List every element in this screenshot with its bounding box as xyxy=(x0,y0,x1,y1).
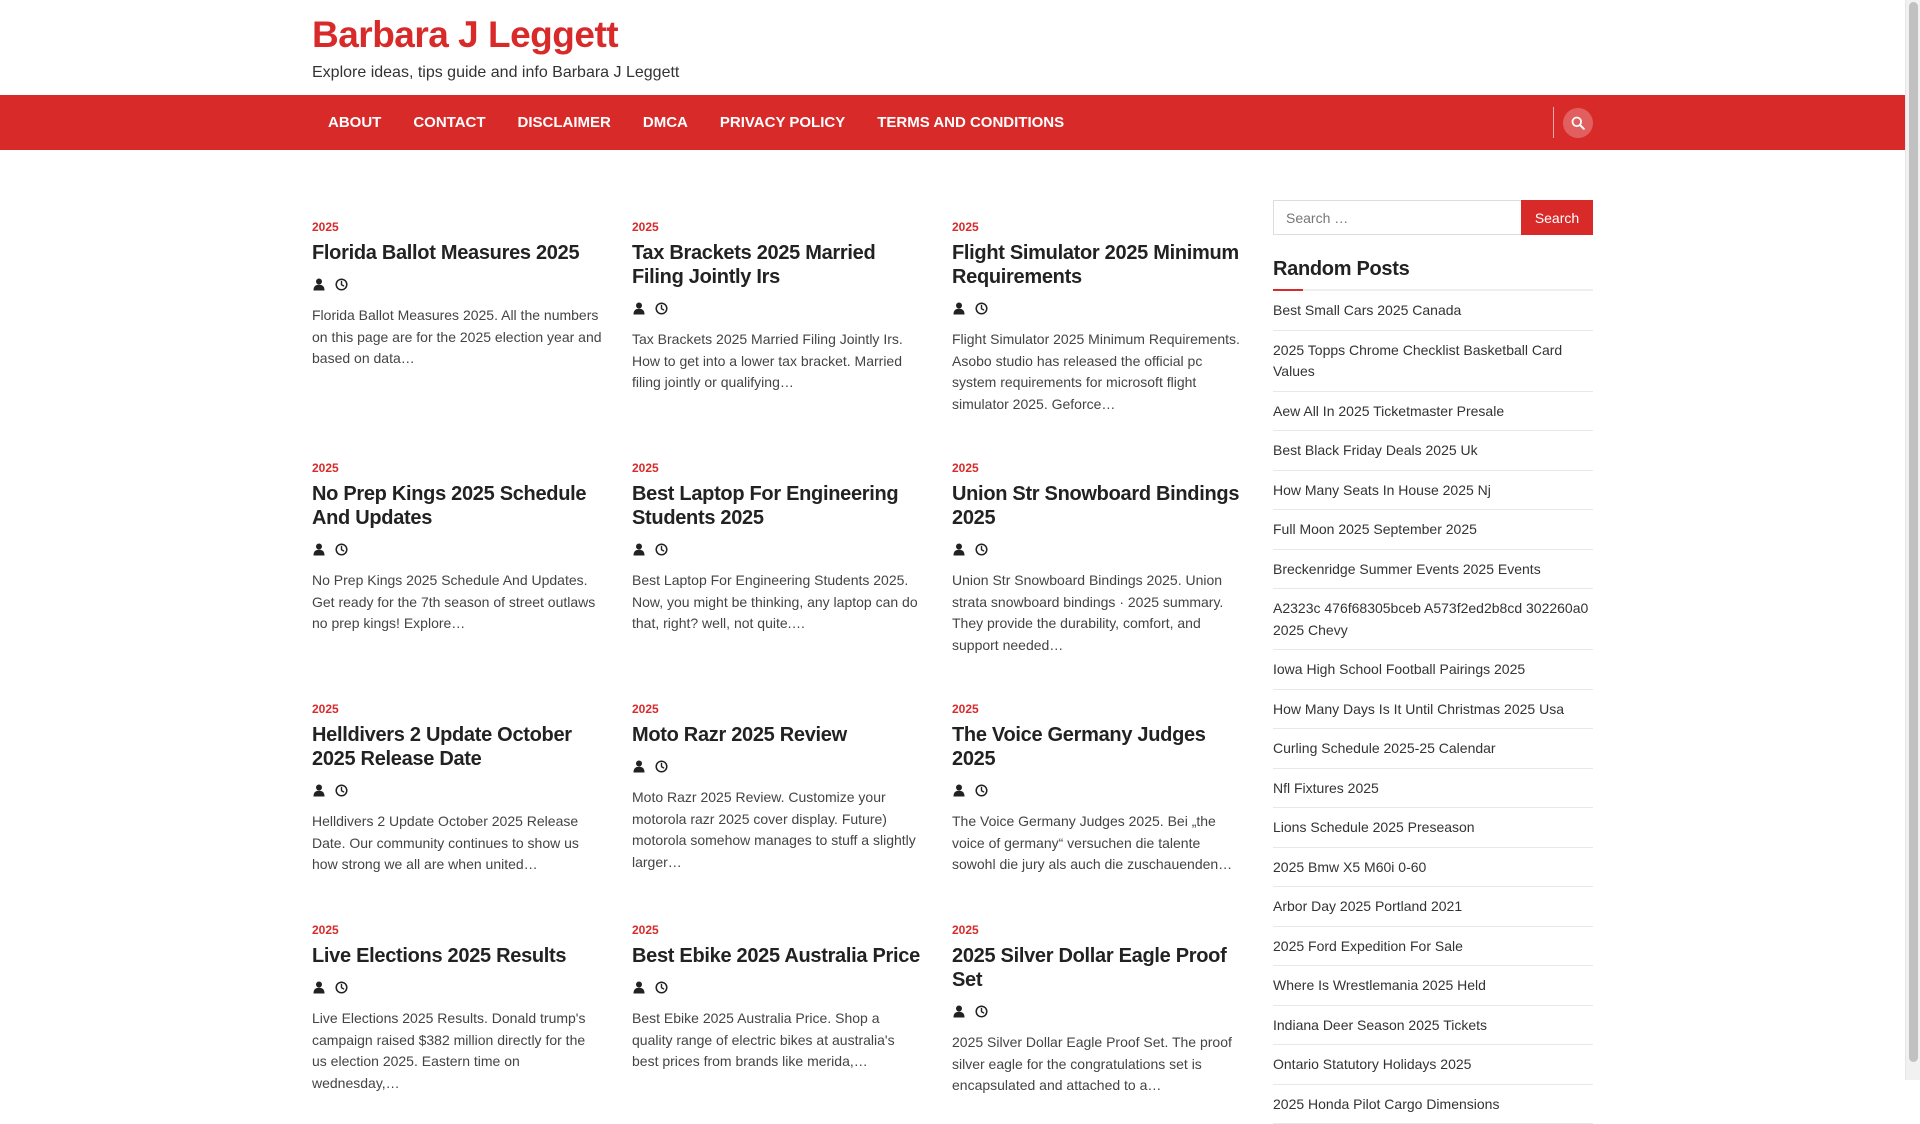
post-title-link[interactable]: Best Laptop For Engineering Students 2025 xyxy=(632,482,922,530)
author-icon[interactable] xyxy=(952,542,966,556)
sidebar xyxy=(1273,200,1593,1124)
nav-item-disclaimer[interactable]: DISCLAIMER xyxy=(502,95,627,150)
post-category-link[interactable]: 2025 xyxy=(312,461,602,475)
random-post-link[interactable]: Breckenridge Summer Events 2025 Events xyxy=(1273,550,1593,590)
author-icon[interactable] xyxy=(312,783,326,797)
vertical-scrollbar[interactable] xyxy=(1905,0,1920,1080)
nav-divider xyxy=(1553,107,1554,138)
widget-title-underline xyxy=(1273,289,1593,291)
post-meta xyxy=(952,1003,1242,1019)
sidebar-search-input[interactable] xyxy=(1273,200,1521,235)
random-post-link[interactable]: 2025 Bmw X5 M60i 0-60 xyxy=(1273,848,1593,888)
random-post-link[interactable]: Lions Schedule 2025 Preseason xyxy=(1273,808,1593,848)
author-icon[interactable] xyxy=(632,759,646,773)
post-excerpt: Tax Brackets 2025 Married Filing Jointly Irs. How to get into a lower tax bracket. Married filing jointly or qualifying… xyxy=(632,329,922,394)
site-header xyxy=(312,12,679,82)
random-post-link[interactable]: How Many Seats In House 2025 Nj xyxy=(1273,471,1593,511)
sidebar-search-button[interactable]: Search xyxy=(1521,200,1593,235)
random-post-link[interactable]: Ontario Statutory Holidays 2025 xyxy=(1273,1045,1593,1085)
post-excerpt: The Voice Germany Judges 2025. Bei „the voice of germany“ versuchen die talente sowohl die jury als auch die zuschauenden… xyxy=(952,811,1242,876)
sidebar-search-form xyxy=(1273,200,1593,235)
post-excerpt: Best Ebike 2025 Australia Price. Shop a quality range of electric bikes at australia's best prices from brands like merida,… xyxy=(632,1008,922,1073)
site-title[interactable]: Barbara J Leggett xyxy=(312,12,679,58)
post-card xyxy=(632,461,922,635)
post-meta xyxy=(312,276,602,292)
random-post-link[interactable]: Full Moon 2025 September 2025 xyxy=(1273,510,1593,550)
site-description: Explore ideas, tips guide and info Barbara J Leggett xyxy=(312,64,679,82)
post-meta xyxy=(312,979,602,995)
clock-icon[interactable] xyxy=(334,542,348,556)
author-icon[interactable] xyxy=(952,301,966,315)
author-icon[interactable] xyxy=(312,542,326,556)
post-excerpt: Moto Razr 2025 Review. Customize your motorola razr 2025 cover display. Future) motorola somehow manages to stuff a slightly larger… xyxy=(632,787,922,873)
post-card xyxy=(632,220,922,394)
post-excerpt: Flight Simulator 2025 Minimum Requirements. Asobo studio has released the official pc system requirements for microsoft flight simulator 2025. Geforce… xyxy=(952,329,1242,415)
post-category-link[interactable]: 2025 xyxy=(312,220,602,234)
clock-icon[interactable] xyxy=(974,542,988,556)
nav-item-about[interactable]: ABOUT xyxy=(312,95,397,150)
clock-icon[interactable] xyxy=(654,301,668,315)
post-title-link[interactable]: Flight Simulator 2025 Minimum Requirements xyxy=(952,241,1242,289)
nav-item-dmca[interactable]: DMCA xyxy=(627,95,704,150)
nav-item-terms-and-conditions[interactable]: TERMS AND CONDITIONS xyxy=(861,95,1080,150)
post-title-link[interactable]: Helldivers 2 Update October 2025 Release Date xyxy=(312,723,602,771)
main-navigation xyxy=(0,95,1905,150)
post-card xyxy=(312,461,602,635)
post-category-link[interactable]: 2025 xyxy=(632,923,922,937)
post-category-link[interactable]: 2025 xyxy=(632,220,922,234)
random-post-link[interactable]: A2323c 476f68305bceb A573f2ed2b8cd 302260a0 2025 Chevy xyxy=(1273,589,1593,650)
author-icon[interactable] xyxy=(312,980,326,994)
nav-search-button[interactable] xyxy=(1563,108,1593,138)
post-category-link[interactable]: 2025 xyxy=(632,702,922,716)
post-category-link[interactable]: 2025 xyxy=(312,923,602,937)
post-title-link[interactable]: Best Ebike 2025 Australia Price xyxy=(632,944,922,968)
random-post-link[interactable]: Aew All In 2025 Ticketmaster Presale xyxy=(1273,392,1593,432)
post-title-link[interactable]: No Prep Kings 2025 Schedule And Updates xyxy=(312,482,602,530)
post-card xyxy=(952,702,1242,876)
post-excerpt: No Prep Kings 2025 Schedule And Updates. Get ready for the 7th season of street outlaws no prep kings! Explore… xyxy=(312,570,602,635)
post-meta xyxy=(952,782,1242,798)
random-post-link[interactable]: 2025 Topps Chrome Checklist Basketball Card Values xyxy=(1273,331,1593,392)
scrollbar-thumb[interactable] xyxy=(1909,2,1918,1062)
post-category-link[interactable]: 2025 xyxy=(312,702,602,716)
random-post-link[interactable]: 2025 Honda Pilot Cargo Dimensions xyxy=(1273,1085,1593,1124)
post-meta xyxy=(632,758,922,774)
post-card xyxy=(952,461,1242,656)
post-title-link[interactable]: Tax Brackets 2025 Married Filing Jointly Irs xyxy=(632,241,922,289)
clock-icon[interactable] xyxy=(654,980,668,994)
clock-icon[interactable] xyxy=(334,277,348,291)
random-post-link[interactable]: Where Is Wrestlemania 2025 Held xyxy=(1273,966,1593,1006)
post-meta xyxy=(312,541,602,557)
post-category-link[interactable]: 2025 xyxy=(952,220,1242,234)
author-icon[interactable] xyxy=(952,1004,966,1018)
post-category-link[interactable]: 2025 xyxy=(952,702,1242,716)
post-category-link[interactable]: 2025 xyxy=(632,461,922,475)
nav-menu xyxy=(312,95,1080,150)
post-meta xyxy=(952,541,1242,557)
post-excerpt: 2025 Silver Dollar Eagle Proof Set. The proof silver eagle for the congratulations set is encapsulated and attached to a… xyxy=(952,1032,1242,1097)
post-card xyxy=(312,923,602,1094)
post-title-link[interactable]: 2025 Silver Dollar Eagle Proof Set xyxy=(952,944,1242,992)
post-card xyxy=(632,702,922,873)
random-post-link[interactable]: Best Small Cars 2025 Canada xyxy=(1273,291,1593,331)
post-excerpt: Florida Ballot Measures 2025. All the numbers on this page are for the 2025 election year and based on data… xyxy=(312,305,602,370)
author-icon[interactable] xyxy=(632,301,646,315)
clock-icon[interactable] xyxy=(974,1004,988,1018)
author-icon[interactable] xyxy=(312,277,326,291)
clock-icon[interactable] xyxy=(654,759,668,773)
post-card xyxy=(952,923,1242,1097)
post-meta xyxy=(312,782,602,798)
random-post-link[interactable]: 2025 Ford Expedition For Sale xyxy=(1273,927,1593,967)
author-icon[interactable] xyxy=(632,980,646,994)
author-icon[interactable] xyxy=(632,542,646,556)
post-category-link[interactable]: 2025 xyxy=(952,461,1242,475)
post-card xyxy=(312,220,602,370)
random-post-link[interactable]: Best Black Friday Deals 2025 Uk xyxy=(1273,431,1593,471)
post-meta xyxy=(632,541,922,557)
post-card xyxy=(312,702,602,876)
random-post-link[interactable]: Indiana Deer Season 2025 Tickets xyxy=(1273,1006,1593,1046)
random-post-link[interactable]: Curling Schedule 2025-25 Calendar xyxy=(1273,729,1593,769)
random-posts-title: Random Posts xyxy=(1273,258,1593,281)
post-excerpt: Live Elections 2025 Results. Donald trump's campaign raised $382 million directly for the us election 2025. Eastern time on wednesday,… xyxy=(312,1008,602,1094)
post-meta xyxy=(952,300,1242,316)
random-post-link[interactable]: Iowa High School Football Pairings 2025 xyxy=(1273,650,1593,690)
clock-icon[interactable] xyxy=(334,783,348,797)
post-title-link[interactable]: Florida Ballot Measures 2025 xyxy=(312,241,602,265)
post-excerpt: Helldivers 2 Update October 2025 Release Date. Our community continues to show us how strong we all are when united… xyxy=(312,811,602,876)
clock-icon[interactable] xyxy=(334,980,348,994)
clock-icon[interactable] xyxy=(974,783,988,797)
random-post-link[interactable]: Arbor Day 2025 Portland 2021 xyxy=(1273,887,1593,927)
post-title-link[interactable]: The Voice Germany Judges 2025 xyxy=(952,723,1242,771)
post-title-link[interactable]: Union Str Snowboard Bindings 2025 xyxy=(952,482,1242,530)
search-icon xyxy=(1571,116,1585,130)
post-category-link[interactable]: 2025 xyxy=(952,923,1242,937)
clock-icon[interactable] xyxy=(974,301,988,315)
post-excerpt: Union Str Snowboard Bindings 2025. Union strata snowboard bindings · 2025 summary. They provide the durability, comfort, and support needed… xyxy=(952,570,1242,656)
post-excerpt: Best Laptop For Engineering Students 2025. Now, you might be thinking, any laptop can do that, right? well, not quite.… xyxy=(632,570,922,635)
author-icon[interactable] xyxy=(952,783,966,797)
random-post-link[interactable]: Nfl Fixtures 2025 xyxy=(1273,769,1593,809)
post-card xyxy=(632,923,922,1073)
post-title-link[interactable]: Live Elections 2025 Results xyxy=(312,944,602,968)
clock-icon[interactable] xyxy=(654,542,668,556)
post-meta xyxy=(632,979,922,995)
random-posts-list xyxy=(1273,291,1593,1124)
post-meta xyxy=(632,300,922,316)
post-title-link[interactable]: Moto Razr 2025 Review xyxy=(632,723,922,747)
post-card xyxy=(952,220,1242,415)
nav-item-privacy-policy[interactable]: PRIVACY POLICY xyxy=(704,95,861,150)
nav-item-contact[interactable]: CONTACT xyxy=(397,95,501,150)
random-post-link[interactable]: How Many Days Is It Until Christmas 2025 Usa xyxy=(1273,690,1593,730)
